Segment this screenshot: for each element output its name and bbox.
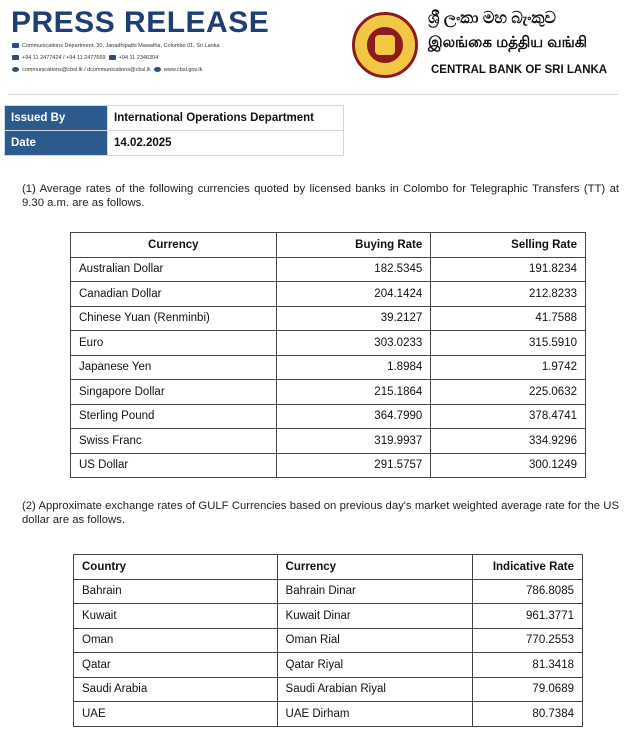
- buying-rate-cell: 215.1864: [276, 380, 431, 405]
- indicative-rate-cell: 786.8085: [473, 579, 583, 604]
- section1-intro: (1) Average rates of the following currencies quoted by licensed banks in Colombo for Telegraphic Transfers (TT) at 9.30 a.m. are as follows.: [22, 183, 619, 209]
- currency-cell: Bahrain Dinar: [277, 579, 473, 604]
- currency-cell: Oman Rial: [277, 628, 473, 653]
- buying-rate-cell: 303.0233: [276, 331, 431, 356]
- indicative-rate-cell: 961.3771: [473, 604, 583, 629]
- buying-rate-cell: 182.5345: [276, 257, 431, 282]
- table-header-row: [71, 233, 586, 258]
- central-bank-seal-icon: [352, 12, 418, 78]
- phone-text: +94 11 2477424 / +94 11 2477669: [22, 55, 106, 61]
- phone-line: [12, 55, 158, 61]
- table-row: [74, 677, 583, 702]
- buying-rate-cell: 364.7990: [276, 404, 431, 429]
- table-row: [71, 404, 586, 429]
- country-cell: Oman: [74, 628, 278, 653]
- selling-rate-cell: 315.5910: [431, 331, 586, 356]
- selling-rate-cell: 41.7588: [431, 306, 586, 331]
- currency-cell: Qatar Riyal: [277, 653, 473, 678]
- indicative-rate-cell: 80.7384: [473, 702, 583, 727]
- country-cell: Qatar: [74, 653, 278, 678]
- address-text: Communications Department, 30, Janadhipathi Mawatha, Colombo 01, Sri Lanka: [22, 43, 220, 49]
- table-row: [71, 282, 586, 307]
- letterhead: [0, 0, 625, 92]
- bank-name-tamil: இலங்கை மத்திய வங்கி: [428, 34, 588, 51]
- issued-by-value: International Operations Department: [108, 106, 344, 131]
- table-row: [71, 257, 586, 282]
- selling-rate-cell: 300.1249: [431, 453, 586, 478]
- col-header-buying-rate: Buying Rate: [276, 233, 431, 258]
- col-header-selling-rate: Selling Rate: [431, 233, 586, 258]
- press-release-title: PRESS RELEASE: [11, 6, 270, 39]
- indicative-rate-cell: 79.0689: [473, 677, 583, 702]
- buying-rate-cell: 204.1424: [276, 282, 431, 307]
- currency-rates-table: [70, 232, 586, 478]
- currency-cell: Chinese Yuan (Renminbi): [71, 306, 277, 331]
- email-text[interactable]: communications@cbsl.lk / dcommunications@cbsl.lk: [22, 67, 151, 73]
- col-header-currency: Currency: [71, 233, 277, 258]
- bank-name-sinhala: ශ්‍රී ලංකා මහ බැංකුව: [428, 10, 556, 27]
- currency-cell: Singapore Dollar: [71, 380, 277, 405]
- building-icon: [12, 43, 19, 48]
- currency-cell: US Dollar: [71, 453, 277, 478]
- col-header-indicative-rate: Indicative Rate: [473, 555, 583, 580]
- country-cell: Saudi Arabia: [74, 677, 278, 702]
- currency-cell: Australian Dollar: [71, 257, 277, 282]
- indicative-rate-cell: 770.2553: [473, 628, 583, 653]
- table-row: [71, 453, 586, 478]
- currency-cell: Japanese Yen: [71, 355, 277, 380]
- date-value: 14.02.2025: [108, 131, 344, 156]
- selling-rate-cell: 191.8234: [431, 257, 586, 282]
- fax-text: +94 11 2346304: [118, 55, 159, 61]
- country-cell: Kuwait: [74, 604, 278, 629]
- currency-cell: Sterling Pound: [71, 404, 277, 429]
- table-row: [74, 702, 583, 727]
- buying-rate-cell: 39.2127: [276, 306, 431, 331]
- table-row: [71, 355, 586, 380]
- selling-rate-cell: 378.4741: [431, 404, 586, 429]
- currency-cell: Canadian Dollar: [71, 282, 277, 307]
- issued-by-row: [5, 106, 344, 131]
- email-icon: [12, 67, 19, 72]
- table-row: [71, 331, 586, 356]
- website-text[interactable]: www.cbsl.gov.lk: [163, 67, 203, 73]
- table-row: [74, 579, 583, 604]
- currency-cell: Saudi Arabian Riyal: [277, 677, 473, 702]
- country-cell: UAE: [74, 702, 278, 727]
- table-row: [71, 429, 586, 454]
- buying-rate-cell: 319.9937: [276, 429, 431, 454]
- buying-rate-cell: 291.5757: [276, 453, 431, 478]
- currency-cell: UAE Dirham: [277, 702, 473, 727]
- bank-name-english: CENTRAL BANK OF SRI LANKA: [431, 64, 608, 76]
- table-row: [74, 628, 583, 653]
- currency-cell: Euro: [71, 331, 277, 356]
- table-row: [71, 306, 586, 331]
- date-row: [5, 131, 344, 156]
- fax-icon: [109, 55, 116, 60]
- selling-rate-cell: 1.9742: [431, 355, 586, 380]
- col-header-country: Country: [74, 555, 278, 580]
- table-row: [74, 604, 583, 629]
- table-row: [71, 380, 586, 405]
- table-header-row: [74, 555, 583, 580]
- currency-cell: Kuwait Dinar: [277, 604, 473, 629]
- selling-rate-cell: 334.9296: [431, 429, 586, 454]
- phone-icon: [12, 55, 19, 60]
- issued-by-label: Issued By: [5, 106, 108, 131]
- web-icon: [154, 67, 161, 72]
- date-label: Date: [5, 131, 108, 156]
- issue-info-table: [4, 105, 344, 156]
- selling-rate-cell: 225.0632: [431, 380, 586, 405]
- gulf-rates-table: [73, 554, 583, 727]
- country-cell: Bahrain: [74, 579, 278, 604]
- header-divider: [8, 94, 618, 95]
- section2-intro: (2) Approximate exchange rates of GULF Currencies based on previous day's market weighted average rate for the US dollar are as follows.: [22, 500, 619, 526]
- email-line: [12, 67, 202, 73]
- buying-rate-cell: 1.8984: [276, 355, 431, 380]
- address-line: [12, 43, 220, 49]
- currency-cell: Swiss Franc: [71, 429, 277, 454]
- selling-rate-cell: 212.8233: [431, 282, 586, 307]
- indicative-rate-cell: 81.3418: [473, 653, 583, 678]
- table-row: [74, 653, 583, 678]
- col-header-currency: Currency: [277, 555, 473, 580]
